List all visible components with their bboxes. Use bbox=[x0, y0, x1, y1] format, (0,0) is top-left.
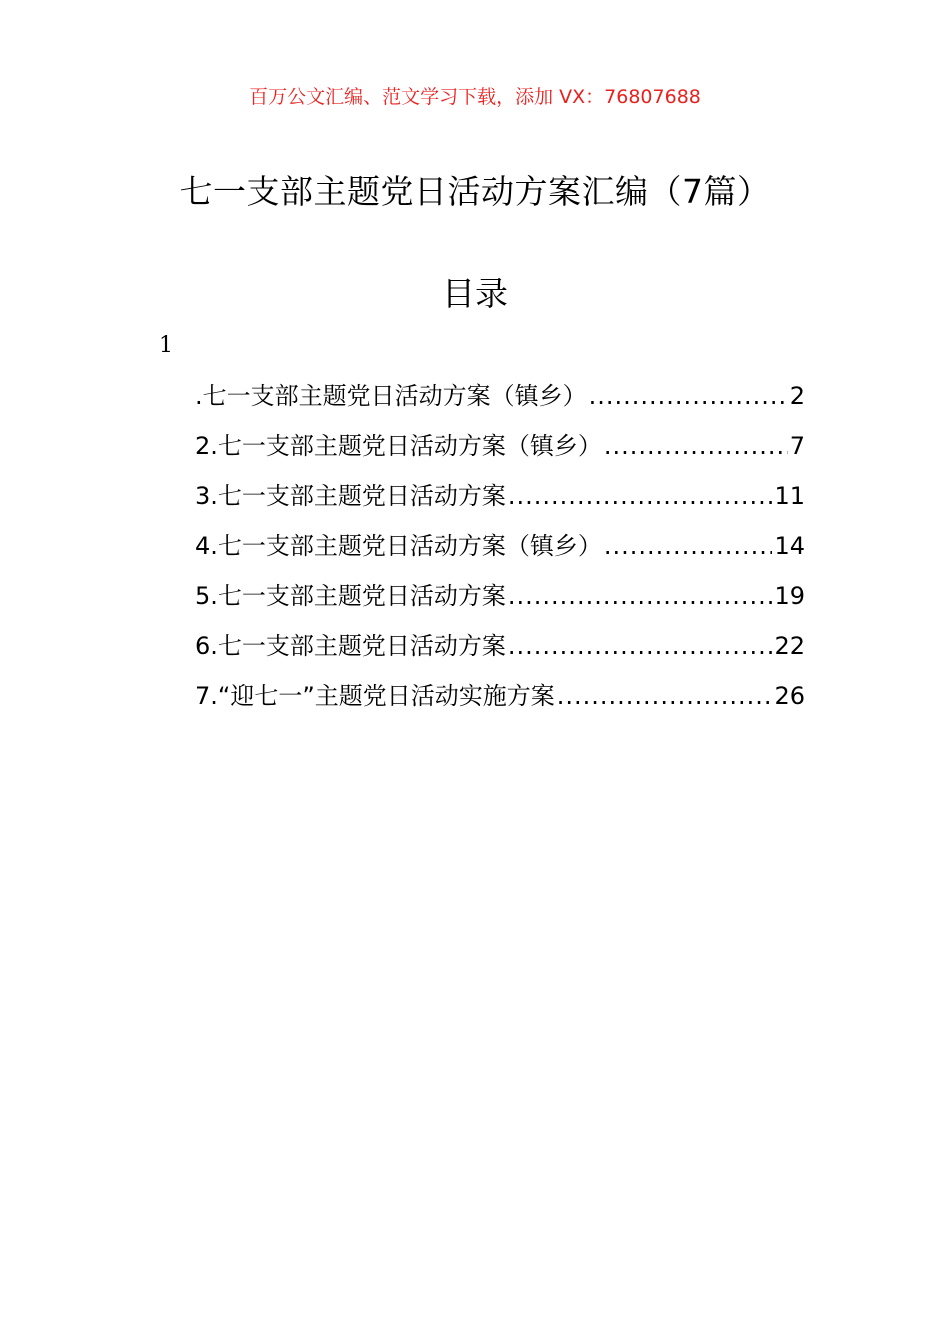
toc-entry-page: 19 bbox=[774, 582, 805, 610]
toc-entry[interactable] bbox=[195, 478, 805, 528]
toc-entry[interactable] bbox=[195, 378, 805, 428]
stray-page-number: 1 bbox=[159, 333, 173, 358]
toc-leader-dots bbox=[557, 678, 773, 714]
toc-heading: 目录 bbox=[442, 274, 508, 313]
toc-leader-dots bbox=[604, 528, 773, 564]
toc-entry[interactable] bbox=[195, 628, 805, 678]
toc-entry-label: 4.七一支部主题党日活动方案（镇乡） bbox=[195, 532, 602, 560]
toc-entry-label: 6.七一支部主题党日活动方案 bbox=[195, 632, 506, 660]
toc-entry-label: .七一支部主题党日活动方案（镇乡） bbox=[195, 382, 587, 410]
toc-leader-dots bbox=[589, 378, 788, 414]
toc-leader-dots bbox=[508, 628, 773, 664]
toc-leader-dots bbox=[508, 578, 773, 614]
toc-entry[interactable] bbox=[195, 528, 805, 578]
header-note: 百万公文汇编、范文学习下载，添加 VX：76807688 bbox=[249, 86, 701, 108]
toc-entry-label: 5.七一支部主题党日活动方案 bbox=[195, 582, 506, 610]
toc-entry-page: 22 bbox=[774, 632, 805, 660]
toc-entry-page: 14 bbox=[774, 532, 805, 560]
toc-entry-label: 3.七一支部主题党日活动方案 bbox=[195, 482, 506, 510]
toc-entry-page: 26 bbox=[774, 682, 805, 710]
toc-entry-label: 7.“迎七一”主题党日活动实施方案 bbox=[195, 682, 555, 710]
document-title: 七一支部主题党日活动方案汇编（7篇） bbox=[179, 172, 771, 211]
toc-entry-label: 2.七一支部主题党日活动方案（镇乡） bbox=[195, 432, 602, 460]
toc-entry[interactable] bbox=[195, 578, 805, 628]
toc-leader-dots bbox=[604, 428, 788, 464]
toc-entry[interactable] bbox=[195, 428, 805, 478]
toc-entry-page: 2 bbox=[789, 382, 805, 410]
toc-leader-dots bbox=[508, 478, 773, 514]
toc-entry-page: 11 bbox=[774, 482, 805, 510]
toc-entry[interactable] bbox=[195, 678, 805, 728]
toc-entry-page: 7 bbox=[789, 432, 805, 460]
toc-list bbox=[195, 378, 805, 728]
